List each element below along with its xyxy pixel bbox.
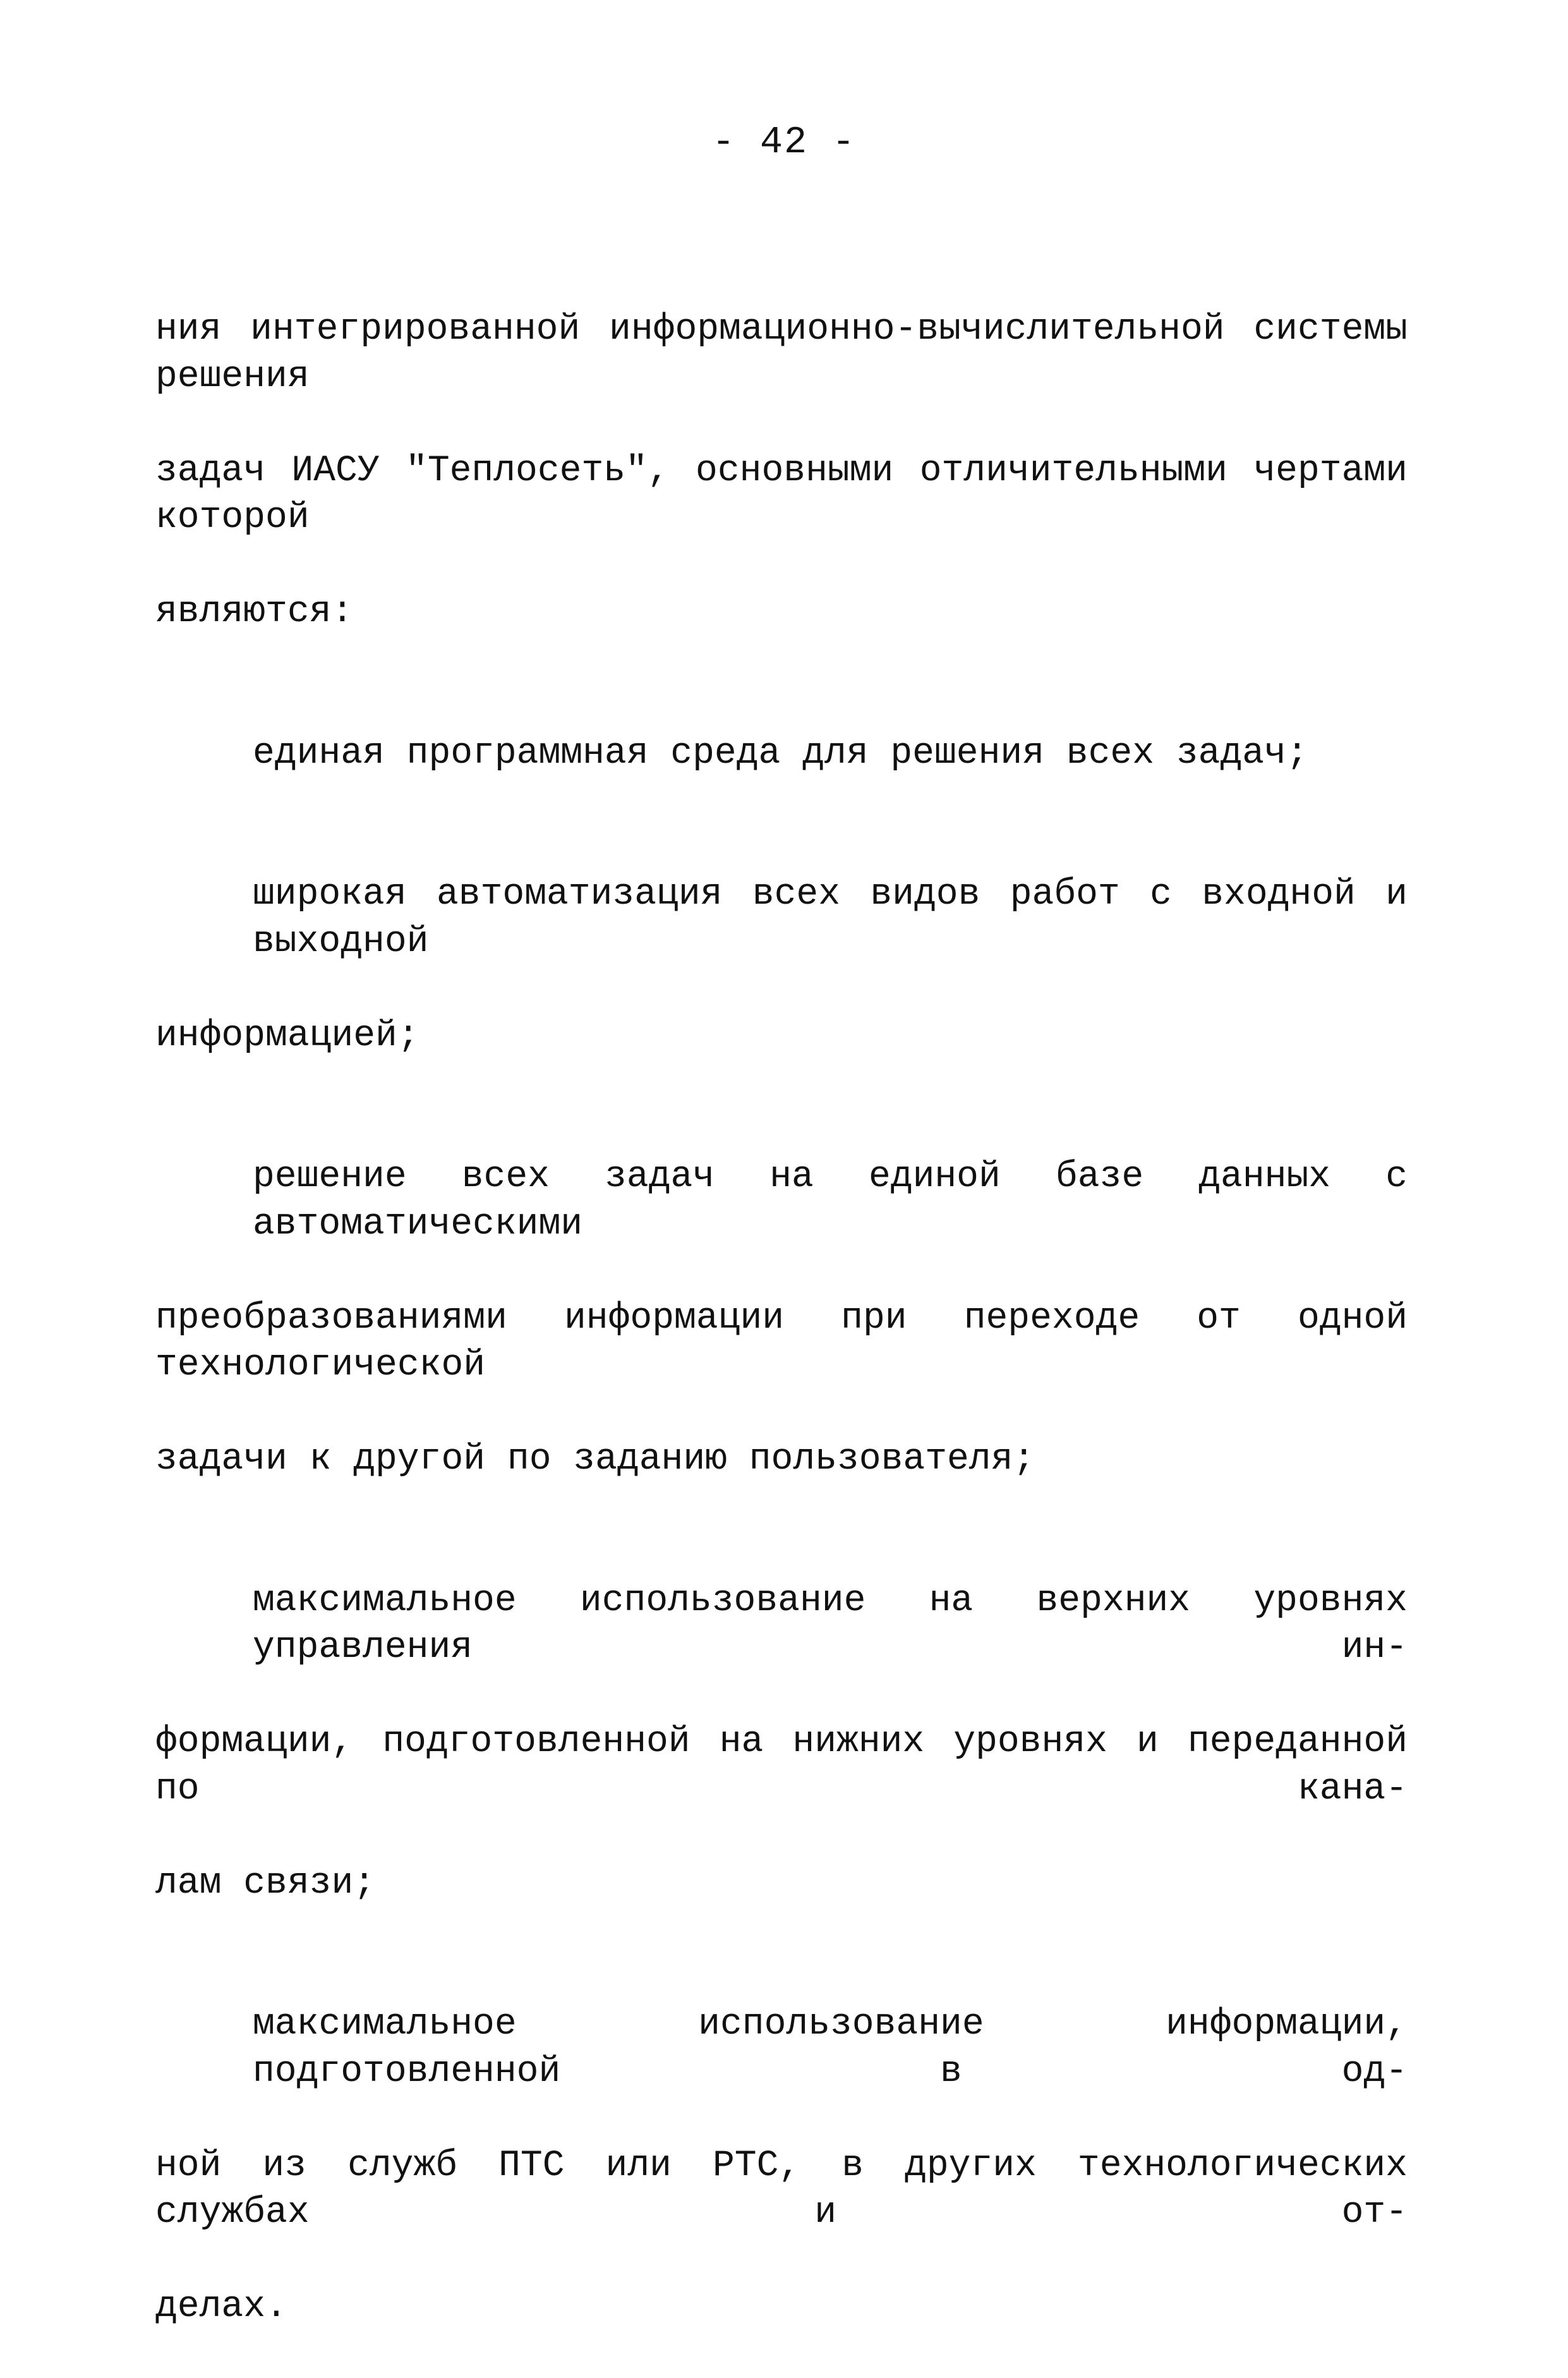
list-item: максимальное использование на верхних уровнях управления ин-: [253, 1580, 1408, 1668]
list-item: максимальное использование информации, подготовленной в од-: [253, 2004, 1408, 2092]
text-line: ния интегрированной информационно-вычислительной системы решения: [155, 309, 1408, 397]
text-line: информацией;: [155, 1015, 419, 1057]
text-line: ной из служб ПТС или РТС, в других технологических службах и от-: [155, 2145, 1408, 2233]
text-line: формации, подготовленной на нижних уровнях и переданной по кана-: [155, 1721, 1408, 1810]
body-text: [155, 212, 1408, 2378]
text-line: задач ИАСУ "Теплосеть", основными отличительными чертами которой: [155, 450, 1408, 538]
list-item: решение всех задач на единой базе данных с автоматическими: [253, 1156, 1408, 1245]
text-line: делах.: [155, 2286, 287, 2327]
list-item: единая программная среда для решения всех задач;: [253, 732, 1308, 774]
page-number: - 42 -: [711, 121, 857, 164]
text-line: преобразованиями информации при переходе от одной технологической: [155, 1297, 1408, 1386]
text-line: лам связи;: [155, 1862, 376, 1904]
list-item: широкая автоматизация всех видов работ с входной и выходной: [253, 874, 1408, 962]
text-line: задачи к другой по заданию пользователя;: [155, 1439, 1035, 1480]
text-line: являются:: [155, 591, 354, 633]
